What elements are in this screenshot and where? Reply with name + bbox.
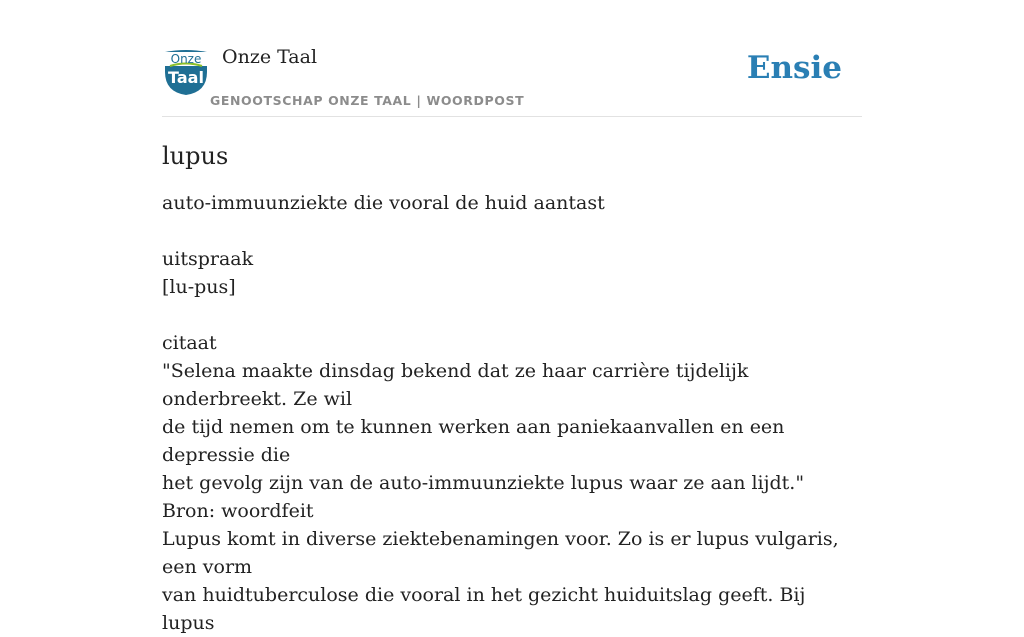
quote-line: het gevolg zijn van de auto-immuunziekte lupus waar ze aan lijdt." xyxy=(162,472,805,494)
entry-body xyxy=(162,189,862,637)
pronunciation-label: uitspraak xyxy=(162,248,254,270)
logo-text-onze: Onze xyxy=(170,52,202,66)
logo-text-taal: Taal xyxy=(168,68,204,87)
site-name[interactable]: Onze Taal xyxy=(222,46,318,68)
entry-word: lupus xyxy=(162,142,229,170)
definition-text: auto-immuunziekte die vooral de huid aantast xyxy=(162,192,605,214)
extra-line: Lupus komt in diverse ziektebenamingen voor. Zo is er lupus vulgaris, een vorm xyxy=(162,528,839,578)
site-subtitle: GENOOTSCHAP ONZE TAAL | WOORDPOST xyxy=(210,93,525,108)
spacer xyxy=(162,217,862,245)
quote-source: Bron: woordfeit xyxy=(162,500,314,522)
quote-label: citaat xyxy=(162,332,217,354)
quote-line: "Selena maakte dinsdag bekend dat ze haar carrière tijdelijk onderbreekt. Ze wil xyxy=(162,360,749,410)
entry-content xyxy=(162,117,862,637)
ensie-brand-link[interactable]: Ensie xyxy=(746,50,842,86)
extra-line: van huidtuberculose die vooral in het gezicht huiduitslag geeft. Bij lupus xyxy=(162,584,806,634)
quote-line: de tijd nemen om te kunnen werken aan paniekaanvallen en een depressie die xyxy=(162,416,785,466)
site-header xyxy=(162,0,862,117)
pronunciation-text: [lu-pus] xyxy=(162,276,236,298)
spacer xyxy=(162,301,862,329)
page xyxy=(162,0,862,637)
onze-taal-logo[interactable] xyxy=(162,50,210,96)
